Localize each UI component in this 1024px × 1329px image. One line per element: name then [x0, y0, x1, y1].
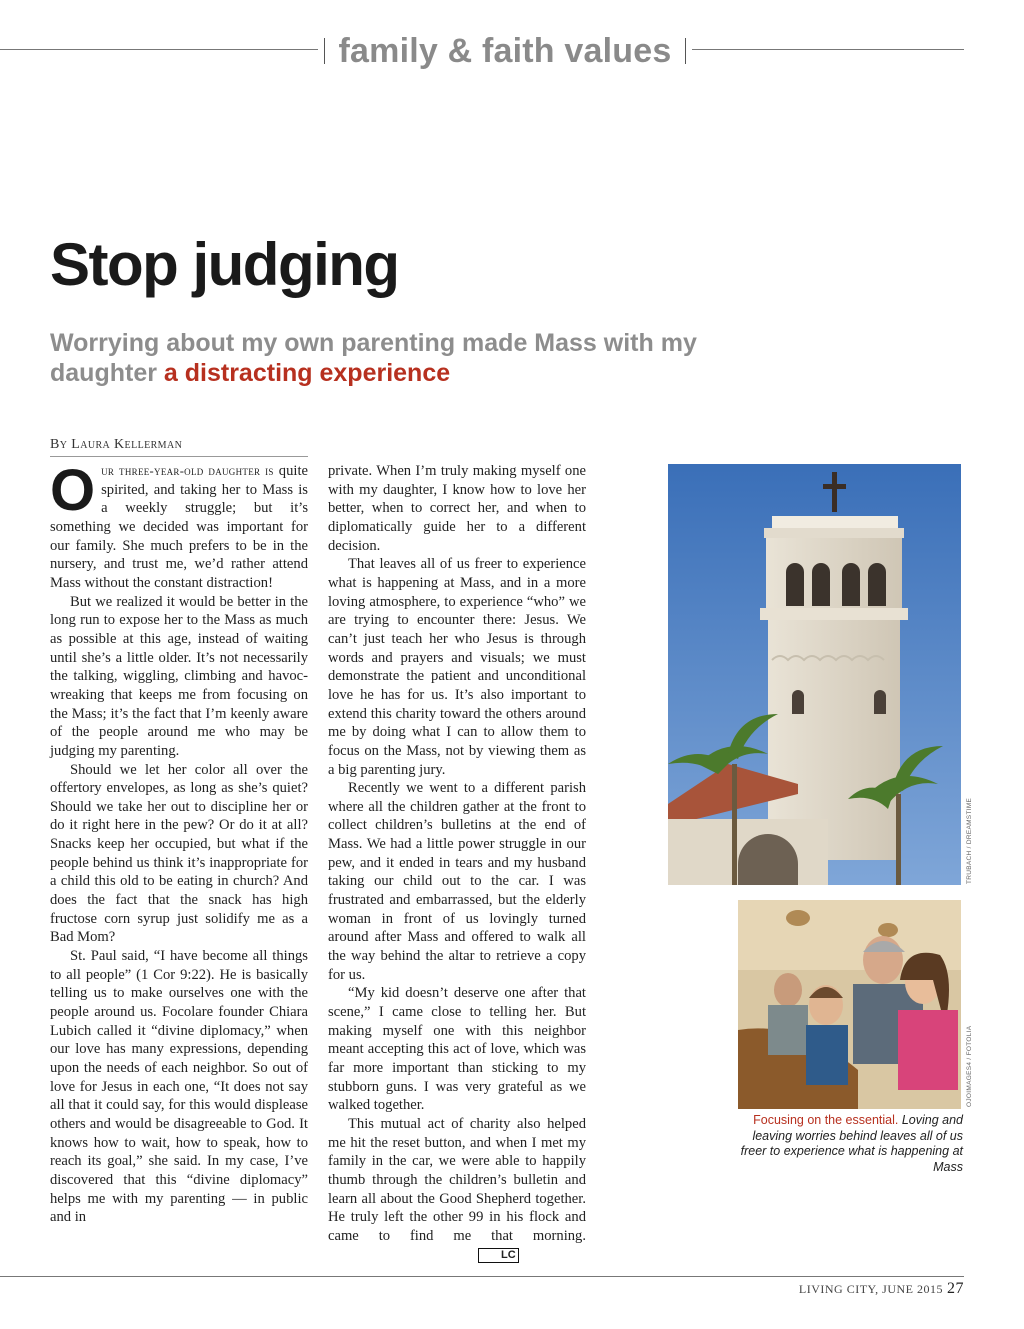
article-headline: Stop judging: [50, 231, 399, 298]
header-divider-right: [685, 38, 686, 64]
byline: By Laura Kellerman: [50, 437, 308, 457]
family-photo-credit: OJOIMAGES4 / FOTOLIA: [966, 1025, 973, 1107]
paragraph-9-text: This mutual act of charity also helped me hit the reset button, and when I met my family in the car, we were able to happily thumb through the children’s bulletin and learn all about the Good Shepherd together. He truly left the other 99 in his flock and came to find me that morning.: [328, 1115, 586, 1244]
page-footer: [799, 1280, 964, 1298]
deck-emphasis: a distracting experience: [163, 359, 451, 387]
paragraph-8: “My kid doesn’t deserve one after that scene,” I came close to telling her. But making myself one with this neighbor meant accepting this act of love, which was far more important than sticking to my stubborn guns. I was very grateful as we walked together.: [328, 985, 586, 1114]
header-rule-right: [692, 49, 964, 50]
body-column-2: [328, 462, 586, 1264]
caption-text: Loving and leaving worries behind leaves all of us freer to experience what is happening at Mass: [740, 1113, 963, 1174]
page-number: 27: [947, 1280, 964, 1297]
paragraph-7: Recently we went to a different parish where all the children gather at the front to collect children’s bulletins at the end of Mass. We had a little power struggle in our pew, and it ended in tears and my husband taking our child out to the car. I was frustrated and embarrassed, but the elderly woman in front of us lovingly turned around after Mass and offered to walk all the way behind the altar to retrieve a copy for us.: [328, 780, 586, 983]
church-photo-credit: TRUBACH / DREAMSTIME: [966, 797, 973, 884]
lead-in-smallcaps: ur three-year-old daughter is: [101, 464, 274, 478]
paragraph-2: But we realized it would be better in the long run to expose her to the Mass as much as possible at this age, instead of waiting until she’s a little older. It’s not necessarily the talking, wiggling, climbing and havoc-wreaking that keeps me from focusing on the Mass; it’s the fact that I’m keenly aware of the people around me who may be judging my parenting.: [50, 593, 308, 759]
paragraph-3: Should we let her color all over the offertory envelopes, as long as she’s quiet? Should we take her out to discipline her or do it right here in the pew? Or do it at all? Snacks keep her occupied, but what if the people behind us think it’s inappropriate for a child this old to be eating in church? And does the fact that the snack has high fructose corn syrup just solidify me as a Bad Mom?: [50, 761, 308, 946]
drop-cap: O: [50, 458, 96, 523]
church-tower-photo: [668, 464, 961, 885]
section-header: [318, 31, 692, 71]
paragraph-1: [50, 458, 308, 593]
paragraph-4: St. Paul said, “I have become all things to all people” (1 Cor 9:22). He is basically telling us to make ourselves one with the people around us. Focolare founder Chiara Lubich called it “divine diplomacy,” when our love has many expressions, depending upon the needs of each neighbor. So out of love for Jesus in each one, “It does not say all that it could say, for this would displease others and would be disagreeable to God. It knows how to wait, how to speak, how to reach its goal,” she said. In my case, I’ve discovered that this “divine diplomacy” helps me with my parenting — in public and in: [50, 948, 308, 1226]
paragraph-6: That leaves all of us freer to experience what is happening at Mass, and in a more loving atmosphere, to experience “who” we are trying to encounter there: Jesus. We can’t just teach her who Jesus is through words and prayers and visuals; we must demonstrate the patient and unconditional love he has for us. It’s also important to extend this charity toward the others around me by doing what I can to allow them to focus on the Mass, not by viewing them as a big parenting jury.: [328, 556, 586, 778]
deck-lead: Worrying about my own parenting made Mass with my daughter: [50, 329, 697, 387]
publication-info: LIVING CITY, JUNE 2015: [798, 1282, 943, 1296]
body-column-1: [50, 458, 308, 1227]
article-deck: [50, 328, 770, 388]
family-at-mass-photo: [738, 900, 961, 1109]
paragraph-9: [328, 1115, 586, 1264]
header-rule-left: [0, 49, 318, 50]
section-label: family & faith values: [338, 31, 672, 70]
paragraph-1-text: quite spirited, and taking her to Mass is a weekly struggle; but it’s something we decided was important for our family. She much prefers to be in the nursery, and trust me, we’d rather attend Mass without the constant distraction!: [50, 463, 308, 591]
paragraph-5: private. When I’m truly making myself one with my daughter, I know how to love her better, when to correct her, and when to diplomatically guide her to a different decision.: [328, 463, 586, 554]
footer-rule: [0, 1276, 964, 1277]
caption-lead: Focusing on the essential.: [753, 1113, 899, 1127]
end-mark-logo: LC: [478, 1248, 519, 1263]
photo-caption: [738, 1113, 963, 1175]
